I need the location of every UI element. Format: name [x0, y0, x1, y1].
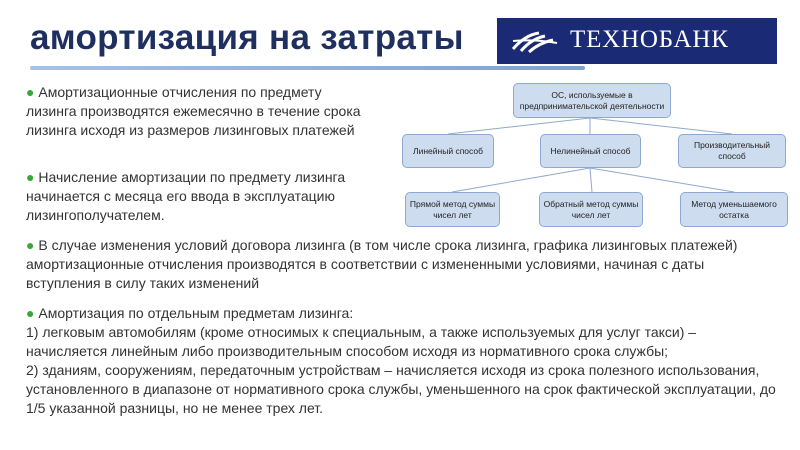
diagram-root-node: ОС, используемые в предпринимательской деятельности	[513, 83, 671, 118]
depreciation-methods-diagram	[395, 80, 790, 240]
paragraph-text: Начисление амортизации по предмету лизинга начинается с месяца его ввода в эксплуатацию лизингополучателем.	[26, 169, 346, 223]
paragraph-text: В случае изменения условий договора лизинга (в том числе срока лизинга, графика лизинговых платежей) амортизационные отчисления производятся в соответствии с измененными условиями, начиная с даты вступления в силу таких изменений	[26, 237, 738, 291]
bullet-paragraph-1	[26, 83, 371, 140]
diagram-node-declining-balance: Метод уменьшаемого остатка	[680, 192, 788, 227]
paragraph-intro: Амортизация по отдельным предметам лизинга:	[38, 305, 354, 321]
diagram-node-nonlinear: Нелинейный способ	[540, 134, 641, 168]
logo-text: ТЕХНОБАНК	[570, 26, 729, 53]
bullet-paragraph-4	[26, 304, 776, 418]
page-title: амортизация на затраты	[30, 18, 464, 57]
bullet-icon: ●	[26, 305, 35, 321]
bullet-icon: ●	[26, 169, 35, 185]
list-item: 2) зданиям, сооружениям, передаточным устройствам – начисляется исходя из срока полезного использования, установленного в диапазоне от нормативного срока службы, уменьшенного на срок фактической эксплуатации, до 1/5 указанной разницы, но не менее трех лет.	[26, 362, 776, 416]
diagram-node-production: Производительный способ	[678, 134, 786, 168]
paragraph-text: Амортизационные отчисления по предмету лизинга производятся ежемесячно в течение срока лизинга исходя из размеров лизинговых платежей	[26, 84, 361, 138]
bullet-icon: ●	[26, 237, 35, 253]
technobank-logo-icon	[509, 27, 561, 55]
technobank-logo	[497, 18, 777, 64]
bullet-paragraph-3	[26, 236, 766, 293]
bullet-paragraph-2	[26, 168, 381, 225]
title-underline	[30, 66, 585, 70]
diagram-node-direct-sum: Прямой метод суммы чисел лет	[405, 192, 500, 227]
diagram-node-reverse-sum: Обратный метод суммы чисел лет	[539, 192, 643, 227]
list-item: 1) легковым автомобилям (кроме относимых к специальным, а также используемых для услуг такси) – начисляется линейным либо производительным способом исходя из нормативного срока службы;	[26, 324, 697, 359]
diagram-node-linear: Линейный способ	[402, 134, 494, 168]
bullet-icon: ●	[26, 84, 35, 100]
